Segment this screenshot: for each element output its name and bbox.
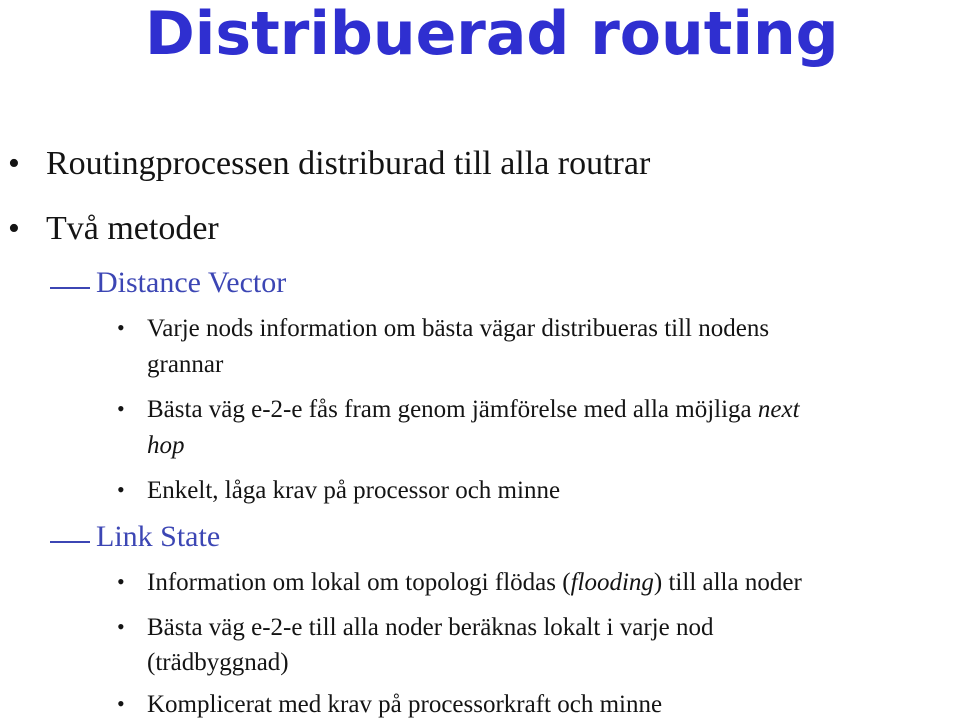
dv-item-2-hop: hop: [147, 432, 185, 459]
ls-item-1-pre: Information om lokal om topologi flödas (: [147, 569, 571, 596]
heading-distance-vector: Distance Vector: [96, 266, 287, 299]
dash-marker-link-state: [50, 541, 90, 543]
dv-item-2-next: next: [757, 396, 800, 423]
dv-item-2-line-2: [147, 431, 185, 461]
sub-bullet-glyph: •: [117, 477, 125, 502]
sub-bullet-glyph: •: [117, 315, 125, 340]
dv-item-3: Enkelt, låga krav på processor och minne: [147, 477, 561, 504]
sub-bullet-glyph: •: [117, 691, 125, 716]
bullet-glyph: •: [8, 145, 20, 182]
dv-item-2-line-1: [147, 395, 800, 425]
bullet-text: Routingprocessen distriburad till alla routrar: [46, 145, 651, 182]
dash-marker-distance-vector: [50, 287, 90, 289]
ls-item-1: [147, 568, 802, 598]
ls-item-3: Komplicerat med krav på processorkraft och minne: [147, 691, 663, 718]
dv-item-2-text: Bästa väg e-2-e fås fram genom jämförelse med alla möjliga: [147, 396, 758, 423]
heading-link-state: Link State: [96, 520, 221, 553]
ls-item-1-flooding: flooding: [570, 569, 654, 596]
sub-bullet-glyph: •: [117, 569, 125, 594]
sub-bullet-glyph: •: [117, 614, 125, 639]
bullet-glyph: •: [8, 210, 20, 247]
ls-item-2-line-1: Bästa väg e-2-e till alla noder beräknas lokalt i varje nod: [147, 614, 714, 641]
dv-item-1-line-2: grannar: [147, 351, 224, 378]
ls-item-1-post: ) till alla noder: [653, 569, 802, 596]
bullet-text: Två metoder: [46, 210, 219, 247]
dv-item-1-line-1: Varje nods information om bästa vägar distribueras till nodens: [147, 315, 770, 342]
slide-title: Distribuerad routing: [145, 0, 839, 69]
ls-item-2-line-2: (trädbyggnad): [147, 649, 289, 676]
sub-bullet-glyph: •: [117, 396, 125, 421]
